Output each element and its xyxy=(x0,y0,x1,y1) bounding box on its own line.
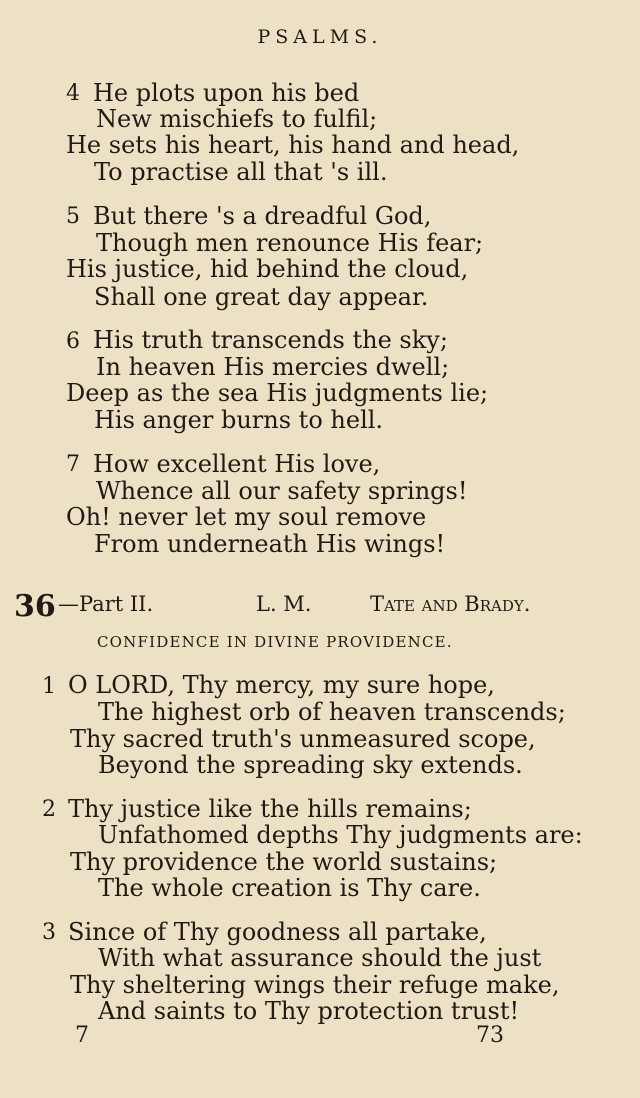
verse-line: Though men renounce His fear; xyxy=(96,229,484,257)
stanza-number: 6 xyxy=(66,329,80,354)
verse-line: And saints to Thy protection trust! xyxy=(98,997,520,1025)
hymn-number: 36 xyxy=(14,589,56,624)
verse-line: The highest orb of heaven transcends; xyxy=(98,698,566,726)
verse-line: Unfathomed depths Thy judgments are: xyxy=(98,821,583,849)
hymn-subject: CONFIDENCE IN DIVINE PROVIDENCE. xyxy=(97,633,453,651)
stanza-number: 3 xyxy=(42,920,56,945)
verse-line: From underneath His wings! xyxy=(94,530,446,558)
verse-line: O LORD, Thy mercy, my sure hope, xyxy=(68,671,495,699)
verse-line: To practise all that 's ill. xyxy=(94,158,388,186)
verse-line: The whole creation is Thy care. xyxy=(98,874,481,902)
verse-line: But there 's a dreadful God, xyxy=(93,202,432,230)
stanza-number: 7 xyxy=(66,452,80,477)
verse-line: With what assurance should the just xyxy=(98,944,542,972)
page-number: 73 xyxy=(476,1023,504,1048)
verse-line: Thy sacred truth's unmeasured scope, xyxy=(70,725,536,753)
stanza-number: 4 xyxy=(66,81,80,106)
verse-line: He sets his heart, his hand and head, xyxy=(66,131,520,159)
stanza-number: 1 xyxy=(42,674,56,699)
verse-line: His justice, hid behind the cloud, xyxy=(66,255,469,283)
stanza-number: 2 xyxy=(42,797,56,822)
verse-line: His truth transcends the sky; xyxy=(93,326,448,354)
running-head: PSALMS. xyxy=(257,26,383,48)
stanza-number: 5 xyxy=(66,204,80,229)
signature-mark: 7 xyxy=(75,1023,89,1048)
verse-line: How excellent His love, xyxy=(93,450,381,478)
verse-line: Thy providence the world sustains; xyxy=(70,848,498,876)
verse-line: Shall one great day appear. xyxy=(94,283,429,311)
verse-line: Oh! never let my soul remove xyxy=(66,503,427,531)
verse-line: Thy justice like the hills remains; xyxy=(68,795,472,823)
verse-line: New mischiefs to fulfil; xyxy=(96,105,378,133)
verse-line: His anger burns to hell. xyxy=(94,406,384,434)
verse-line: He plots upon his bed xyxy=(93,79,360,107)
verse-line: Whence all our safety springs! xyxy=(96,477,468,505)
hymn-part: —Part II. xyxy=(58,592,154,616)
verse-line: Deep as the sea His judgments lie; xyxy=(66,379,489,407)
verse-line: In heaven His mercies dwell; xyxy=(96,353,450,381)
hymn-author: Tate and Brady. xyxy=(370,592,531,616)
hymn-meter: L. M. xyxy=(256,592,312,616)
verse-line: Since of Thy goodness all partake, xyxy=(68,918,487,946)
verse-line: Beyond the spreading sky extends. xyxy=(98,751,523,779)
verse-line: Thy sheltering wings their refuge make, xyxy=(70,971,560,999)
